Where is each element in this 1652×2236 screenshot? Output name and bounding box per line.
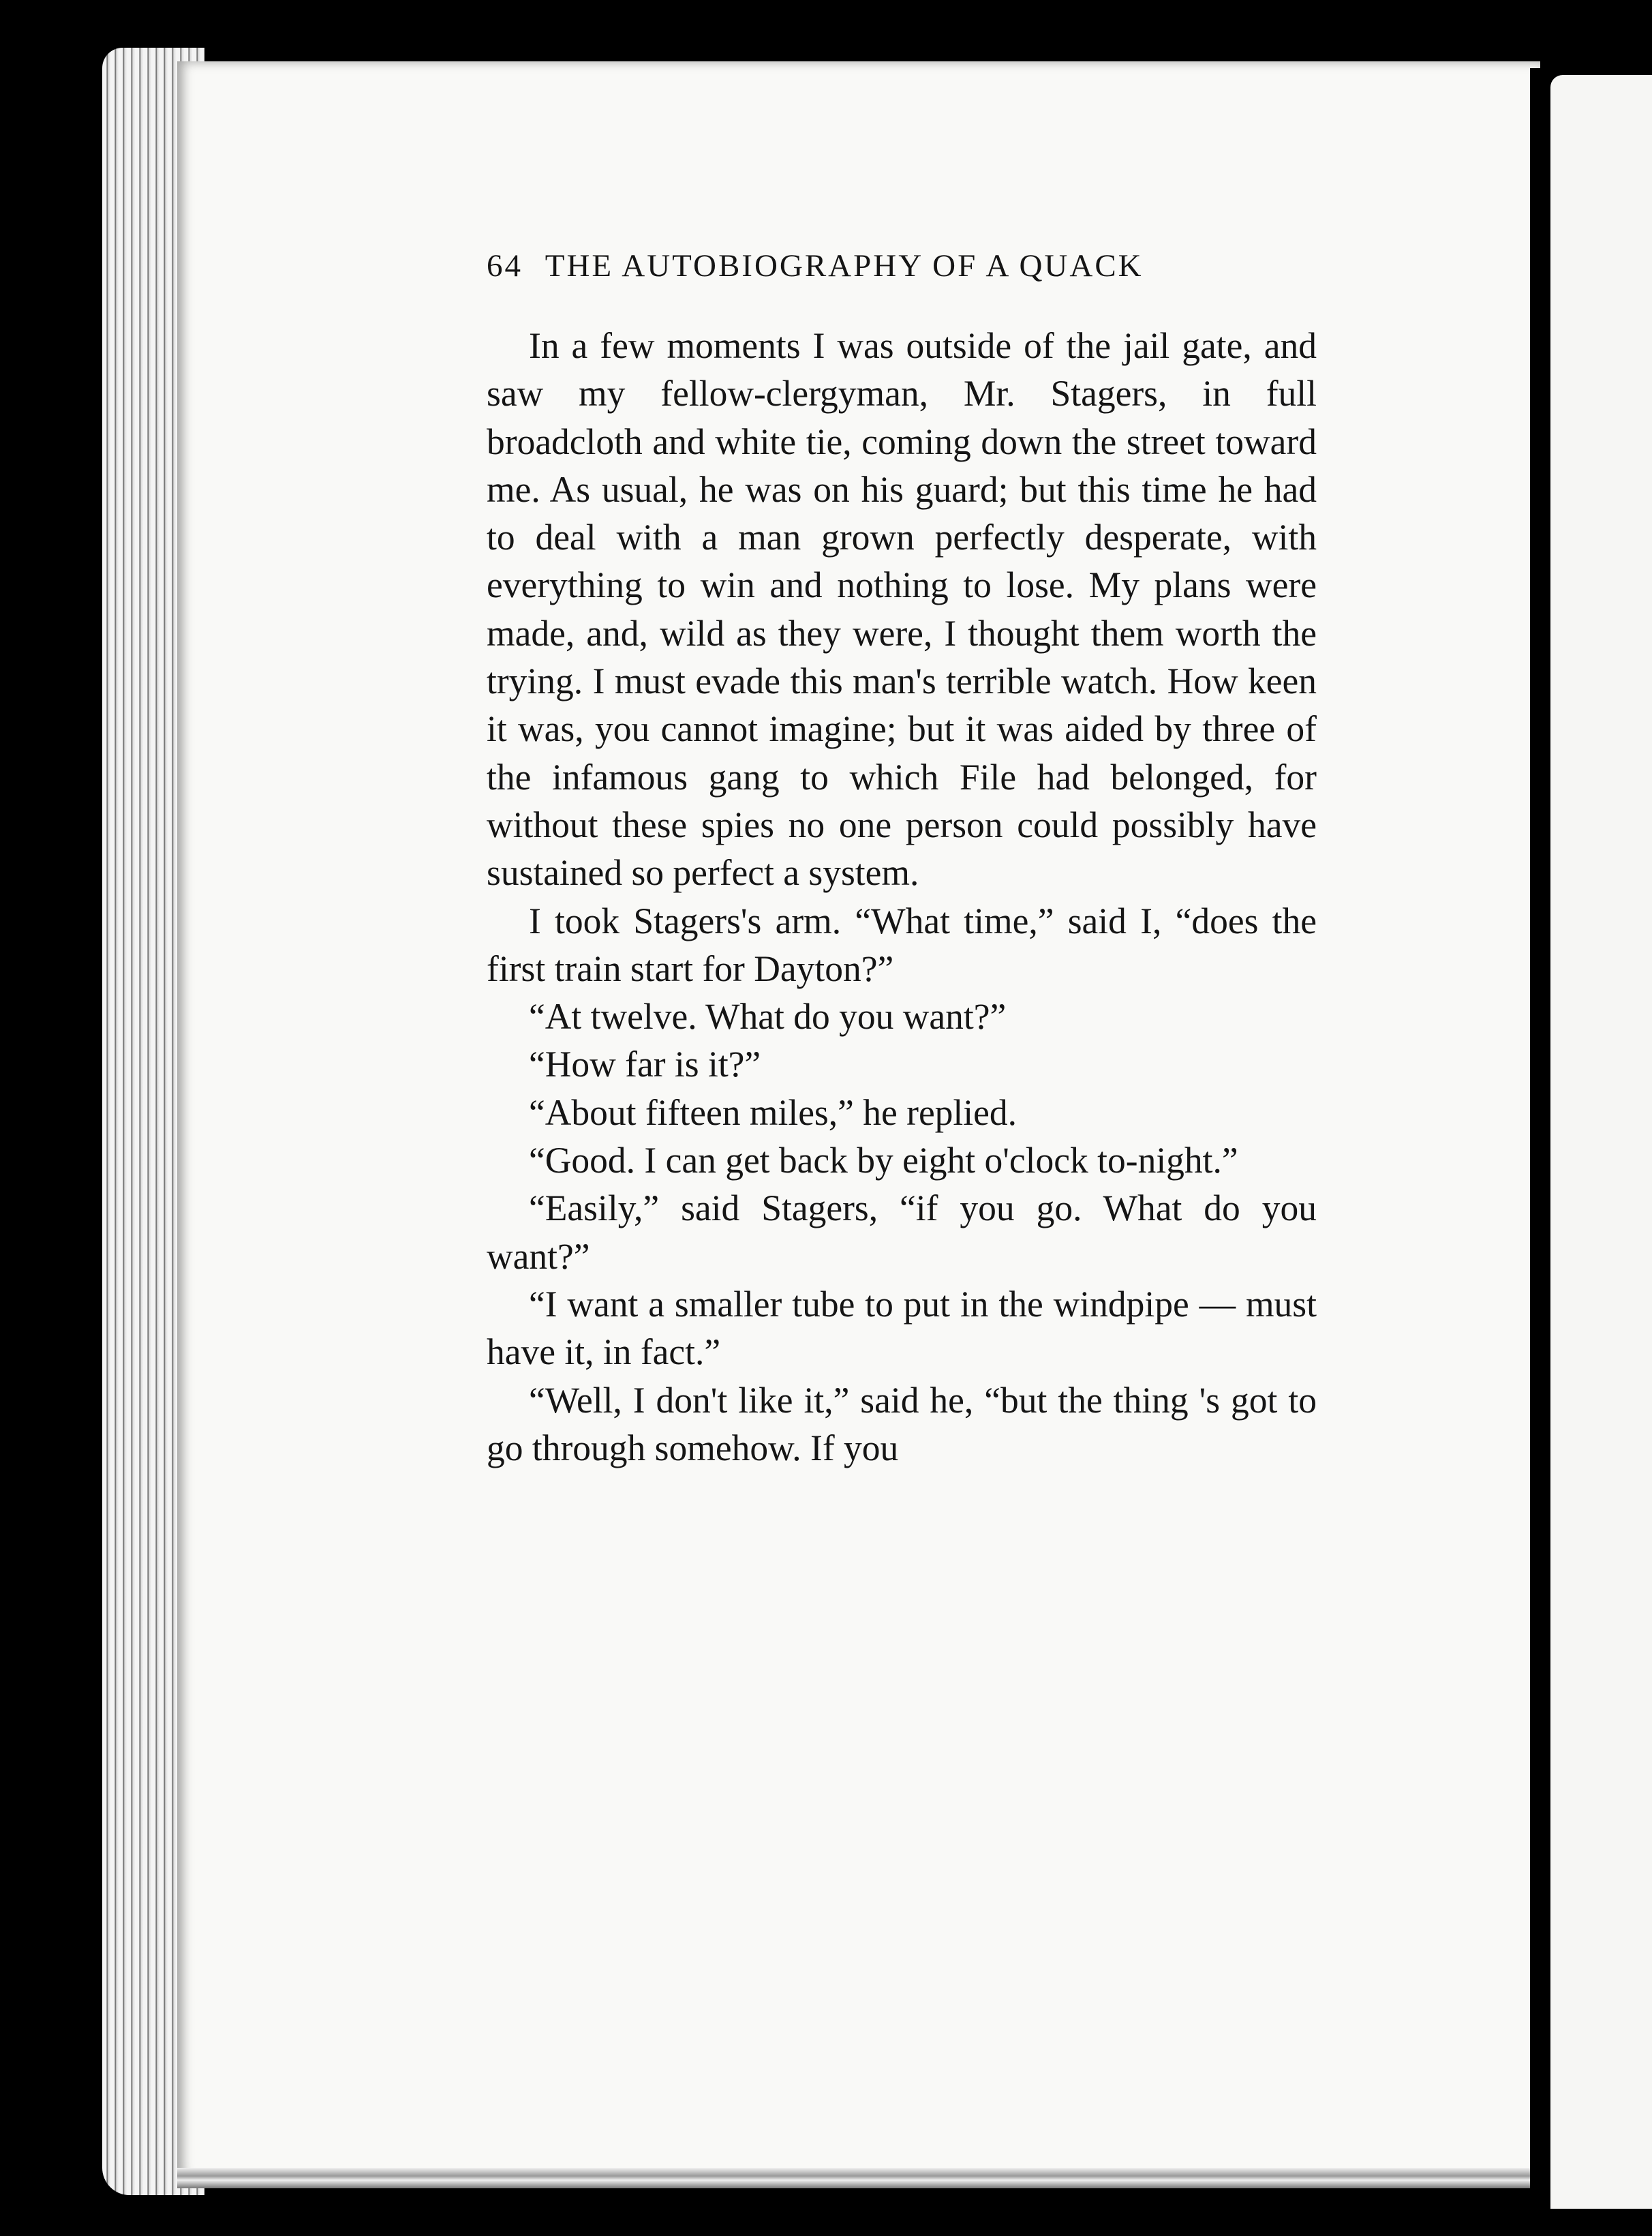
facing-page-edge <box>1550 75 1652 2209</box>
running-head <box>487 245 1317 286</box>
paragraph: In a few moments I was outside of the jail gate, and saw my fellow-clergyman, Mr. Stagers, in full broadcloth and white tie, coming down the street toward me. As usual, he was on his guard; but this time he had to deal with a man grown perfectly desperate, with everything to win and nothing to lose. My plans were made, and, wild as they were, I thought them worth the trying. I must evade this man's terrible watch. How keen it was, you cannot imagine; but it was aided by three of the infamous gang to which File had belonged, for without these spies no one person could possibly have sustained so perfect a system. <box>487 325 1317 894</box>
paragraph: “Easily,” said Stagers, “if you go. What do you want?” <box>487 1188 1317 1277</box>
paragraph: “How far is it?” <box>529 1044 761 1085</box>
paragraph: “About fifteen miles,” he replied. <box>529 1091 1018 1133</box>
page-bottom-edge <box>177 2168 1540 2188</box>
running-title: THE AUTOBIOGRAPHY OF A QUACK <box>545 248 1144 284</box>
page-number: 64 <box>487 248 523 284</box>
paragraph: “At twelve. What do you want?” <box>529 996 1007 1038</box>
paragraph: “I want a smaller tube to put in the windpipe — must have it, in fact.” <box>487 1283 1317 1373</box>
paragraph: “Well, I don't like it,” said he, “but the thing 's got to go through somehow. If you <box>487 1379 1317 1468</box>
gutter <box>1530 68 1550 2209</box>
paragraph: “Good. I can get back by eight o'clock to-night.” <box>529 1140 1238 1181</box>
paragraph: I took Stagers's arm. “What time,” said I, “does the first train start for Dayton?” <box>487 900 1317 989</box>
text-block <box>487 245 1317 1472</box>
body-text <box>487 322 1317 1472</box>
